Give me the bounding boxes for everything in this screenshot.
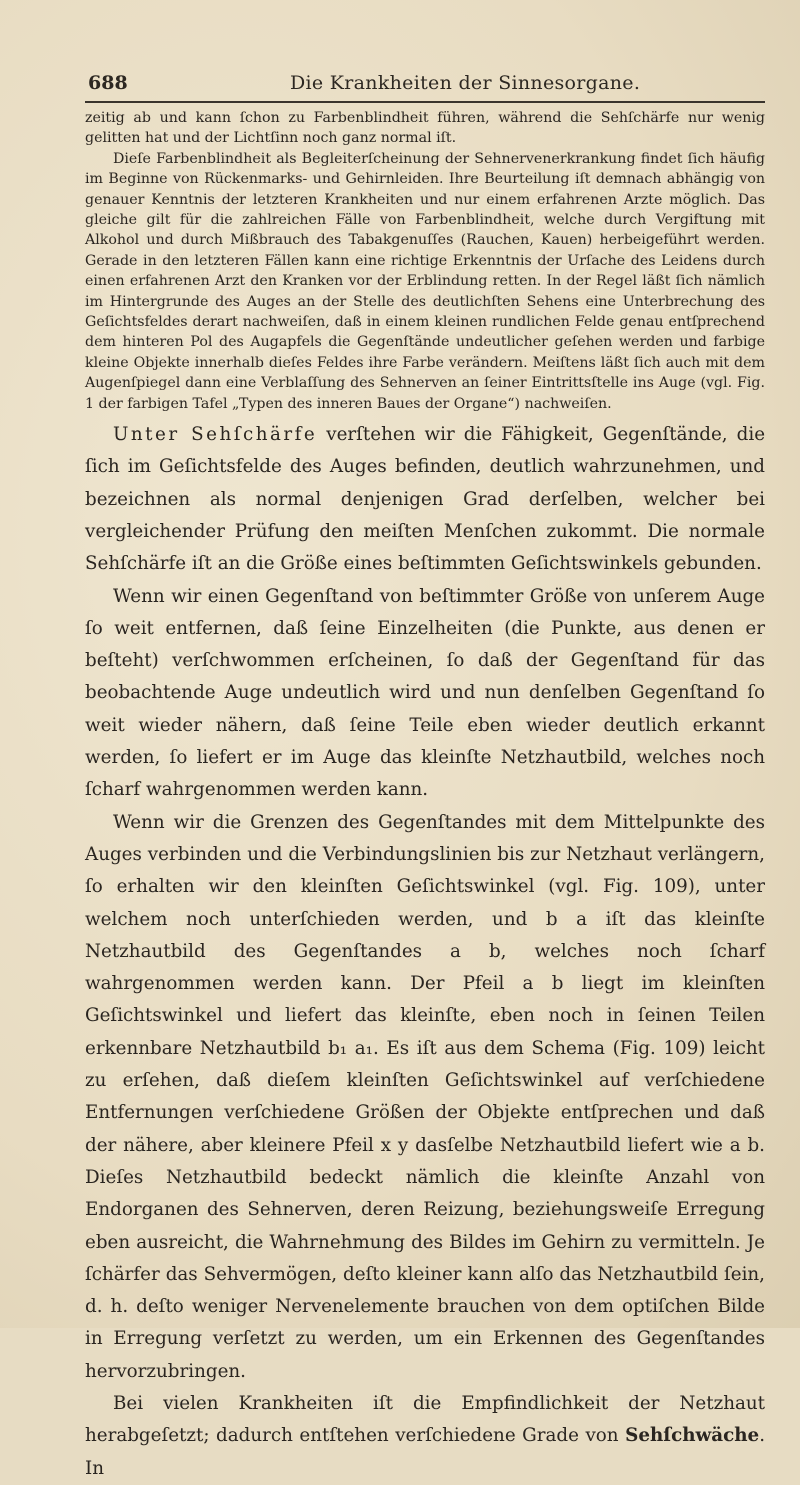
body-text	[85, 108, 765, 1485]
paragraph-3-text: verſtehen wir die Fähigkeit, Gegenſtände, die ſich im Geſichtsfelde des Auges befinden, deutlich wahrzunehmen, und bezeichnen als normal denjenigen Grad derſelben, welcher bei vergleichender Prüfung den meiſten Menſchen zukommt. Die normale Sehſchärfe iſt an die Größe eines beſtimmten Geſichtswinkels gebunden.	[85, 424, 766, 575]
paragraph-6-text: Bei vielen Krankheiten iſt die Empfindlichkeit der Netzhaut herabgeſetzt; dadurch entſtehen verſchiedene Grade von	[85, 1393, 765, 1447]
term-sehschwaeche: Sehſchwäche	[625, 1425, 760, 1447]
paragraph-1: zeitig ab und kann ſchon zu Farbenblindheit führen, während die Sehſchärfe nur wenig gelitten hat und der Lichtſinn noch ganz normal iſt.	[85, 110, 765, 147]
paragraph-3	[85, 419, 765, 580]
paragraph-2: Dieſe Farbenblindheit als Begleiterſcheinung der Sehnervenerkrankung findet ſich häufig im Beginne von Rückenmarks- und Gehirnleiden. Ihre Beurteilung iſt demnach abhängig von genauer Kenntnis der letzteren Krankheiten und nur einem erfahrenen Arzte möglich. Das gleiche gilt für die zahlreichen Fälle von Farbenblindheit, welche durch Vergiftung mit Alkohol und durch Mißbrauch des Tabakgenuſſes (Rauchen, Kauen) herbeigeführt werden. Gerade in den letzteren Fällen kann eine richtige Erkenntnis der Urſache des Leidens durch einen erfahrenen Arzt den Kranken vor der Erblindung retten. In der Regel läßt ſich nämlich im Hintergrunde des Auges an der Stelle des deutlichſten Sehens eine Unterbrechung des Geſichtsfeldes derart nachweiſen, daß in einem kleinen rundlichen Felde genau entſprechend dem hinteren Pol des Augapfels die Gegenſtände undeutlicher geſehen werden und farbige kleine Objekte innerhalb dieſes Feldes ihre Farbe verändern. Meiſtens läßt ſich auch mit dem Augenſpiegel dann eine Verblaſſung des Sehnerven an ſeiner Eintrittsſtelle ins Auge (vgl. Fig. 1 der farbigen Tafel „Typen des inneren Baues der Organe“) nachweiſen.	[85, 150, 765, 412]
paragraph-6	[85, 1388, 765, 1485]
paragraph-4: Wenn wir einen Gegenſtand von beſtimmter Größe von unſerem Auge ſo weit entfernen, daß ſeine Einzelheiten (die Punkte, aus denen er beſteht) verſchwommen erſcheinen, ſo daß der Gegenſtand für das beobachtende Auge undeutlich wird und nun denſelben Gegenſtand ſo weit wieder nähern, daß ſeine Teile eben wieder deutlich erkannt werden, ſo liefert er im Auge das kleinſte Netzhautbild, welches noch ſcharf wahrgenommen werden kann.	[85, 585, 765, 801]
paragraph-5: Wenn wir die Grenzen des Gegenſtandes mit dem Mittelpunkte des Auges verbinden und die Verbindungslinien bis zur Netzhaut verlängern, ſo erhalten wir den kleinſten Geſichtswinkel (vgl. Fig. 109), unter welchem noch unterſchieden werden, und b a iſt das kleinſte Netzhautbild des Gegenſtandes a b, welches noch ſcharf wahrgenommen werden kann. Der Pfeil a b liegt im kleinſten Geſichtswinkel und liefert das kleinſte, eben noch in ſeinen Teilen erkennbare Netzhautbild b₁ a₁. Es iſt aus dem Schema (Fig. 109) leicht zu erſehen, daß dieſem kleinſten Geſichtswinkel auf verſchiedene Entfernungen verſchiedene Größen der Objekte entſprechen und daß der nähere, aber kleinere Pfeil x y dasſelbe Netzhautbild liefert wie a b. Dieſes Netzhautbild bedeckt nämlich die kleinſte Anzahl von Endorganen des Sehnerven, deren Reizung, beziehungsweiſe Erregung eben ausreicht, die Wahrnehmung des Bildes im Gehirn zu vermitteln. Je ſchärfer das Sehvermögen, deſto kleiner kann alſo das Netzhautbild ſein, d. h. deſto weniger Nervenelemente brauchen von dem optiſchen Bilde in Erregung verſetzt zu werden, um ein Erkennen des Gegenſtandes hervorzubringen.	[85, 811, 765, 1382]
term-sehschaerfe: Unter Sehſchärfe	[113, 424, 318, 446]
page-number: 688	[88, 72, 128, 94]
header-rule	[85, 101, 765, 103]
paragraph-6-end: . In	[85, 1425, 765, 1479]
running-title: Die Krankheiten der Sinnesorgane.	[290, 72, 641, 94]
page-header	[85, 72, 765, 102]
